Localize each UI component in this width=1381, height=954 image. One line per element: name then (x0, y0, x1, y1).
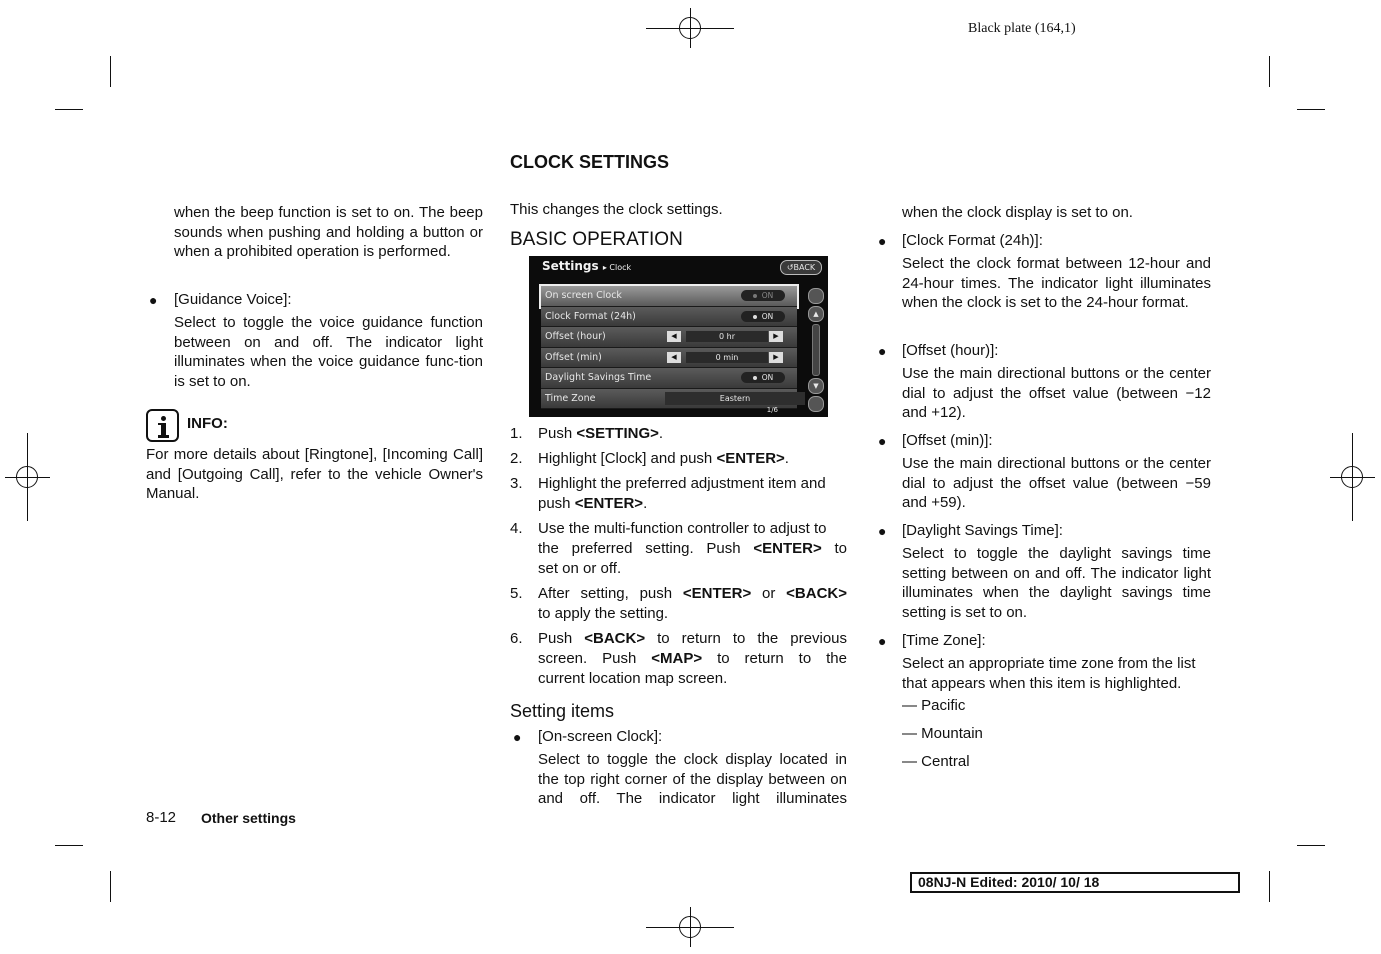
step-number: 5. (510, 585, 523, 602)
screen-back-button: ↺BACK (780, 260, 822, 275)
item-body: Select an appropriate time zone from the list that appears when this item is highlighted. (902, 655, 1196, 692)
step-text: After setting, push <ENTER> or <BACK> (538, 585, 847, 602)
edited-stamp: 08NJ-N Edited: 2010/ 10/ 18 (910, 872, 1240, 893)
step-number: 4. (510, 520, 523, 537)
item-title: [Offset (hour)]: (902, 342, 999, 359)
info-icon (146, 409, 179, 442)
plate-label: Black plate (164,1) (968, 21, 1076, 36)
step-text: Use the multi-function controller to adjust to (538, 520, 827, 537)
onscreen-clock-continuation: when the clock display is set to on. (902, 204, 1133, 221)
bullet-icon: ● (513, 729, 522, 745)
crop-mark (55, 845, 83, 846)
step-text: the preferred setting. Push <ENTER> to (538, 540, 847, 557)
crop-mark (110, 871, 111, 902)
guidance-voice-title: [Guidance Voice]: (174, 291, 292, 308)
time-zone-option: — Mountain (902, 725, 983, 742)
screen-title: Settings ▸ Clock (542, 259, 632, 273)
bullet-icon: ● (149, 292, 158, 308)
bullet-icon: ● (878, 233, 887, 249)
registration-circle (679, 17, 701, 39)
basic-operation-heading: BASIC OPERATION (510, 229, 683, 250)
setting-items-heading: Setting items (510, 701, 615, 721)
item-body: Use the main directional buttons or the center dial to adjust the offset value (between −59 and +59). (902, 455, 1211, 512)
step-number: 6. (510, 630, 523, 647)
item-body: Select to toggle the daylight savings time setting between on and off. The indicator light illuminates when the daylight savings time setting is set to on. (902, 545, 1211, 621)
section-intro: This changes the clock settings. (510, 201, 723, 218)
info-label: INFO: (187, 415, 228, 432)
bullet-icon: ● (878, 523, 887, 539)
screen-row-clock-format: Clock Format (24h) ON (541, 307, 797, 328)
time-zone-option: — Central (902, 753, 970, 770)
bullet-icon: ● (878, 433, 887, 449)
crop-mark (1269, 871, 1270, 902)
item-body: Select the clock format between 12-hour and 24-hour times. The indicator light illuminates when the clock is set to the 24-hour format. (902, 255, 1211, 312)
registration-circle (16, 466, 38, 488)
step-text: push <ENTER>. (538, 495, 648, 512)
step-text: Highlight the preferred adjustment item and (538, 475, 826, 492)
step-text: current location map screen. (538, 670, 728, 687)
screen-scrollbar: ▲ ▼ (808, 286, 822, 411)
item-title: [Offset (min)]: (902, 432, 993, 449)
registration-circle (679, 916, 701, 938)
section-title: CLOCK SETTINGS (510, 152, 670, 172)
step-number: 3. (510, 475, 523, 492)
item-title: [Clock Format (24h)]: (902, 232, 1043, 249)
step-text: screen. Push <MAP> to return to the (538, 650, 847, 667)
section-name: Other settings (201, 810, 296, 826)
onscreen-clock-body: Select to toggle the clock display located in the top right corner of the display between on and off. The indicator light illuminates (538, 751, 847, 808)
time-zone-option: — Pacific (902, 697, 966, 714)
screen-row-offset-min: Offset (min) ◀ 0 min ▶ (541, 348, 797, 369)
guidance-voice-body: Select to toggle the voice guidance function between on and off. The indicator light illuminates when the voice guidance func-tion is set to on. (174, 314, 483, 390)
item-body: Use the main directional buttons or the center dial to adjust the offset value (between −12 and +12). (902, 365, 1211, 422)
onscreen-clock-title: [On-screen Clock]: (538, 728, 663, 745)
crop-mark (1297, 845, 1325, 846)
step-text: set on or off. (538, 560, 622, 577)
screen-row-daylight-savings: Daylight Savings Time ON (541, 368, 797, 389)
registration-circle (1341, 466, 1363, 488)
screen-settings-list (541, 286, 797, 409)
clock-settings-screen (529, 256, 828, 417)
bullet-icon: ● (878, 343, 887, 359)
page-number: 8-12 (146, 809, 177, 826)
item-title: [Daylight Savings Time]: (902, 522, 1063, 539)
crop-mark (110, 56, 111, 87)
info-body: For more details about [Ringtone], [Incoming Call] and [Outgoing Call], refer to the vehicle Owner's Manual. (146, 446, 483, 503)
crop-mark (1269, 56, 1270, 87)
crop-mark (1297, 109, 1325, 110)
screen-page-indicator: 1/6 (766, 406, 778, 414)
screen-row-onscreen-clock: On screen Clock ON (541, 286, 797, 307)
step-number: 2. (510, 450, 523, 467)
bullet-icon: ● (878, 633, 887, 649)
beep-continuation: when the beep function is set to on. The beep sounds when pushing and holding a button or when a prohibited operation is performed. (174, 204, 483, 261)
step-text: Push <BACK> to return to the previous (538, 630, 848, 647)
screen-row-time-zone: Time Zone Eastern (541, 389, 797, 410)
step-text: Push <SETTING>. (538, 425, 664, 442)
step-number: 1. (510, 425, 523, 442)
screen-row-offset-hour: Offset (hour) ◀ 0 hr ▶ (541, 327, 797, 348)
step-text: Highlight [Clock] and push <ENTER>. (538, 450, 789, 467)
crop-mark (55, 109, 83, 110)
step-text: to apply the setting. (538, 605, 669, 622)
item-title: [Time Zone]: (902, 632, 986, 649)
